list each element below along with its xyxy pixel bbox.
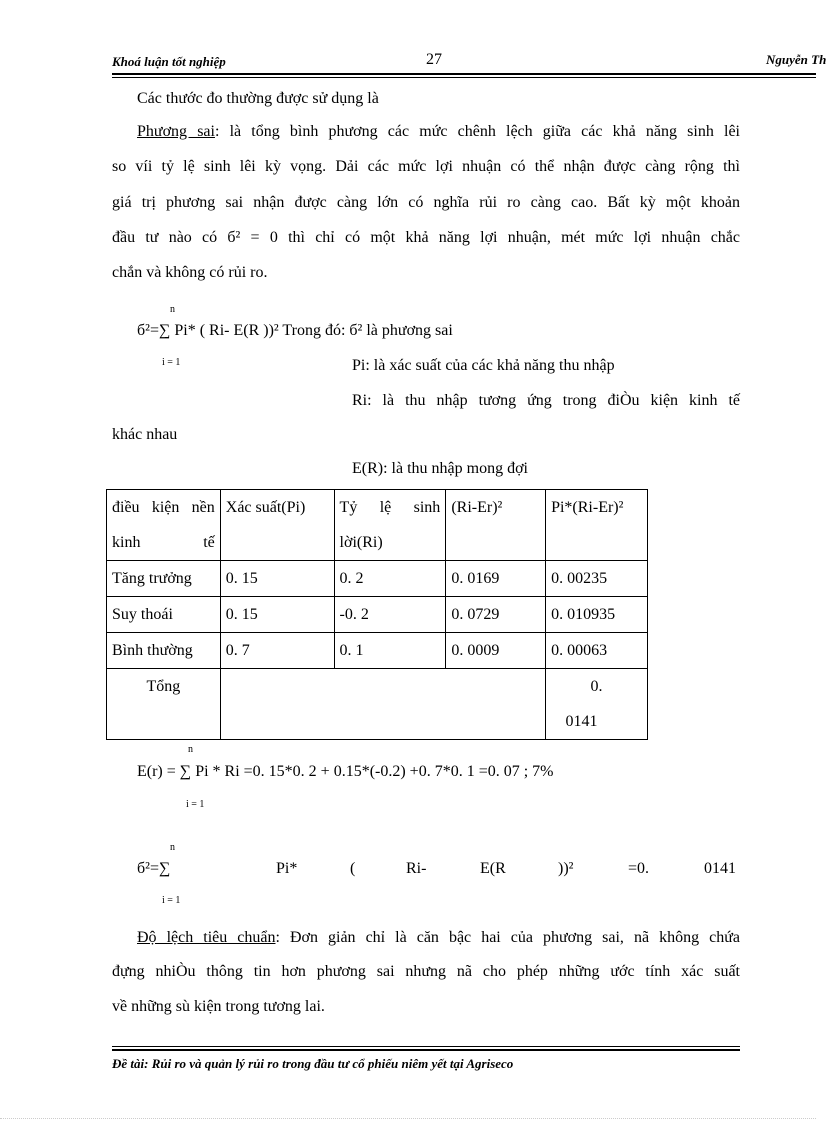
table-cell: 0. 1 <box>334 633 446 669</box>
table-total-label: Tổng <box>107 669 221 740</box>
intro-text: Các thước đo thường được sử dụng là <box>137 90 379 107</box>
header-rule-top <box>112 73 816 75</box>
formula3-part-7: =0. <box>628 860 650 877</box>
stddev-line-3: về những sù kiện trong tương lai. <box>112 998 325 1015</box>
table-cell: Tăng trưởng <box>107 561 221 597</box>
variance-line-2: so víi tỷ lệ sinh lêi kỳ vọng. Dải các mức lợi nhuận có thể nhận được càng rộng thì <box>112 158 740 175</box>
table-row <box>107 597 648 633</box>
table-cell: Suy thoái <box>107 597 221 633</box>
definition-ri-continued: khác nhau <box>112 426 178 443</box>
table-header-cell: Pi*(Ri-Er)² <box>546 490 648 561</box>
variance-line-1-text: : là tổng bình phương các mức chênh lệch giữa các khả năng sinh lêi <box>214 123 740 140</box>
header-left: Khoá luận tốt nghiệp <box>112 54 226 69</box>
footer-rule-top <box>112 1046 740 1047</box>
variance-term: Phương sai <box>137 123 215 140</box>
formula2-upper-limit: n <box>188 744 193 755</box>
table-total-row <box>107 669 648 740</box>
table-cell: 0. 0729 <box>446 597 546 633</box>
formula1-lower-limit: i = 1 <box>162 357 181 368</box>
table-cell: 0. 15 <box>220 597 334 633</box>
formula3-part-5: E(R <box>480 860 506 877</box>
footer-title: Đề tài: Rủi ro và quản lý rủi ro trong đầu tư cổ phiếu niêm yết tại Agriseco <box>112 1056 514 1071</box>
table-cell: 0. 15 <box>220 561 334 597</box>
risk-table <box>106 489 648 740</box>
formula3-upper-limit: n <box>170 842 175 853</box>
formula3-part-4: Ri- <box>406 860 427 877</box>
table-header-cell: Xác suất(Pi) <box>220 490 334 561</box>
stddev-line-2: đựng nhiÒu thông tin hơn phương sai nhưng nã cho phép những ước tính xác suất <box>112 963 740 980</box>
table-header-cell: điều kiện nền kinh tế <box>107 490 221 561</box>
table-cell: 0. 7 <box>220 633 334 669</box>
page-number: 27 <box>426 51 442 68</box>
formula3-part-8: 0141 <box>704 860 736 877</box>
formula3-part-6: ))² <box>558 860 574 877</box>
table-row <box>107 561 648 597</box>
variance-line-1 <box>112 123 740 141</box>
table-row <box>107 633 648 669</box>
formula3-part-3: ( <box>350 860 356 877</box>
table-header-cell: (Ri-Er)² <box>446 490 546 561</box>
page-edge <box>0 1118 816 1119</box>
table-header-row <box>107 490 648 561</box>
table-cell: 0. 0009 <box>446 633 546 669</box>
table-total-value <box>546 669 648 740</box>
stddev-line-1 <box>112 929 740 947</box>
variance-line-3: giá trị phương sai nhận được càng lớn có nghĩa rủi ro càng cao. Bất kỳ một khoản <box>112 194 740 211</box>
table-total-value-2: 0141 <box>565 713 598 730</box>
table-cell: -0. 2 <box>334 597 446 633</box>
table-cell: 0. 2 <box>334 561 446 597</box>
table-total-empty <box>220 669 545 740</box>
table-cell: 0. 00235 <box>546 561 648 597</box>
header-rule-bottom <box>112 77 816 78</box>
table-total-value-1: 0. <box>590 678 603 695</box>
formula3-lower-limit: i = 1 <box>162 895 181 906</box>
formula3-part-1: б²=∑ <box>137 860 171 877</box>
table-cell: 0. 0169 <box>446 561 546 597</box>
table-cell: 0. 010935 <box>546 597 648 633</box>
definition-ri: Ri: là thu nhập tương ứng trong điÒu kiện kinh tế <box>352 392 740 409</box>
footer-rule-bottom <box>112 1049 740 1051</box>
stddev-line-1-text: : Đơn giản chỉ là căn bậc hai của phương sai, nã không chứa <box>275 929 740 946</box>
table-cell: 0. 00063 <box>546 633 648 669</box>
formula2-lower-limit: i = 1 <box>186 799 205 810</box>
table-cell: Bình thường <box>107 633 221 669</box>
variance-line-5: chắn và không có rủi ro. <box>112 264 268 281</box>
formula2-expression: E(r) = ∑ Pi * Ri =0. 15*0. 2 + 0.15*(-0.2) +0. 7*0. 1 =0. 07 ; 7% <box>137 763 554 780</box>
formula1-upper-limit: n <box>170 304 175 315</box>
stddev-term: Độ lệch tiêu chuẩn <box>137 929 276 946</box>
definition-er: E(R): là thu nhập mong đợi <box>352 460 528 477</box>
table-header-cell: Tỷ lệ sinh lời(Ri) <box>334 490 446 561</box>
formula3-part-2: Pi* <box>276 860 298 877</box>
formula1-expression: б²=∑ Pi* ( Ri- E(R ))² Trong đó: б² là phương sai <box>137 322 453 339</box>
definition-pi: Pi: là xác suất của các khả năng thu nhập <box>352 357 615 374</box>
variance-line-4: đầu tư nào có б² = 0 thì chỉ có một khả năng lợi nhuận, mét mức lợi nhuận chắc <box>112 229 740 246</box>
header-right: Nguyễn Th <box>766 52 826 67</box>
